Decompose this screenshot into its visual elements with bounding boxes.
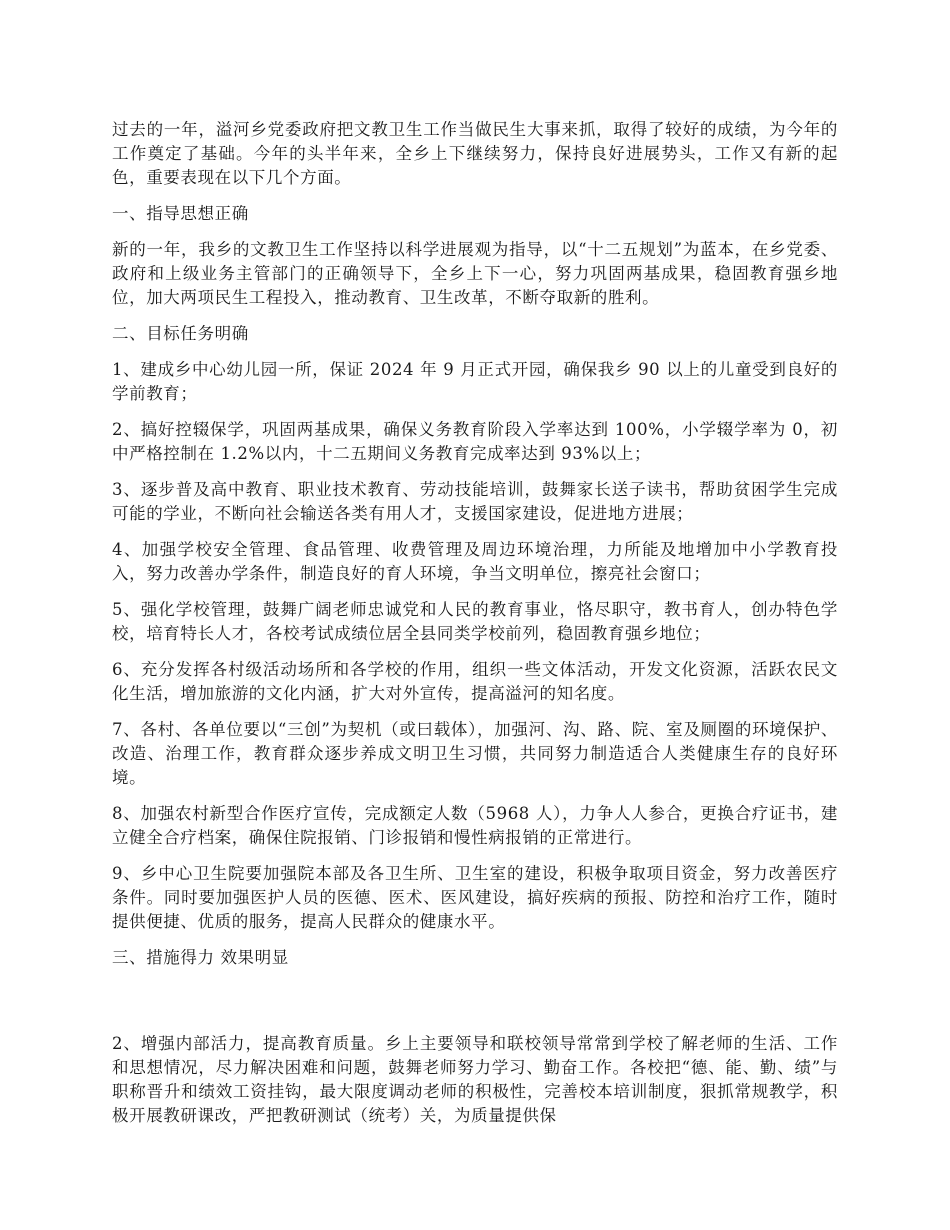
list-item: 9、乡中心卫生院要加强院本部及各卫生所、卫生室的建设，积极争取项目资金，努力改善医疗条件。同时要加强医护人员的医德、医术、医风建设，搞好疾病的预报、防控和治疗工作，随时提供便捷、优质的服务，提高人民群众的健康水平。 bbox=[112, 864, 838, 931]
intro-paragraph: 过去的一年，溢河乡党委政府把文教卫生工作当做民生大事来抓，取得了较好的成绩，为今年的工作奠定了基础。今年的头半年来，全乡上下继续努力，保持良好进展势头，工作又有新的起色，重要表现在以下几个方面。 bbox=[112, 120, 838, 187]
list-item: 3、逐步普及高中教育、职业技术教育、劳动技能培训，鼓舞家长送子读书，帮助贫困学生完成可能的学业，不断向社会输送各类有用人才，支援国家建设，促进地方进展； bbox=[112, 480, 838, 523]
list-item: 6、充分发挥各村级活动场所和各学校的作用，组织一些文体活动，开发文化资源，活跃农民文化生活，增加旅游的文化内涵，扩大对外宣传，提高溢河的知名度。 bbox=[112, 660, 838, 703]
section-1-heading: 一、指导思想正确 bbox=[112, 204, 249, 223]
list-item: 4、加强学校安全管理、食品管理、收费管理及周边环境治理，力所能及地增加中小学教育投入，努力改善办学条件，制造良好的育人环境，争当文明单位，擦亮社会窗口； bbox=[112, 540, 838, 583]
section-1-paragraph: 新的一年，我乡的文教卫生工作坚持以科学进展观为指导，以“十二五规划”为蓝本，在乡党委、政府和上级业务主管部门的正确领导下，全乡上下一心，努力巩固两基成果，稳固教育强乡地位，加大两项民生工程投入，推动教育、卫生改革，不断夺取新的胜利。 bbox=[112, 240, 838, 307]
blank-space bbox=[112, 982, 838, 1032]
section-3-heading: 三、措施得力 效果明显 bbox=[112, 948, 289, 967]
section-2-heading: 二、目标任务明确 bbox=[112, 324, 249, 343]
list-item: 2、搞好控辍保学，巩固两基成果，确保义务教育阶段入学率达到 100%，小学辍学率为 0，初中严格控制在 1.2%以内，十二五期间义务教育完成率达到 93%以上； bbox=[112, 420, 838, 463]
section-3-item-2: 2、增强内部活力，提高教育质量。乡上主要领导和联校领导常常到学校了解老师的生活、工作和思想情况，尽力解决困难和问题，鼓舞老师努力学习、勤奋工作。各校把“德、能、勤、绩”与职称晋升和绩效工资挂钩，最大限度调动老师的积极性，完善校本培训制度，狠抓常规教学，积极开展教研课改，严把教研测试（统考）关，为质量提供保 bbox=[112, 1034, 838, 1125]
list-item: 5、强化学校管理，鼓舞广阔老师忠诚党和人民的教育事业，恪尽职守，教书育人，创办特色学校，培育特长人才，各校考试成绩位居全县同类学校前列，稳固教育强乡地位； bbox=[112, 600, 838, 643]
list-item: 7、各村、各单位要以“三创”为契机（或曰载体），加强河、沟、路、院、室及厕圈的环境保护、改造、治理工作，教育群众逐步养成文明卫生习惯，共同努力制造适合人类健康生存的良好环境。 bbox=[112, 720, 838, 787]
list-item: 8、加强农村新型合作医疗宣传，完成额定人数（5968 人），力争人人参合，更换合疗证书，建立健全合疗档案，确保住院报销、门诊报销和慢性病报销的正常进行。 bbox=[112, 804, 838, 847]
list-item: 1、建成乡中心幼儿园一所，保证 2024 年 9 月正式开园，确保我乡 90 以上的儿童受到良好的学前教育； bbox=[112, 360, 838, 403]
document-body bbox=[112, 118, 838, 1140]
